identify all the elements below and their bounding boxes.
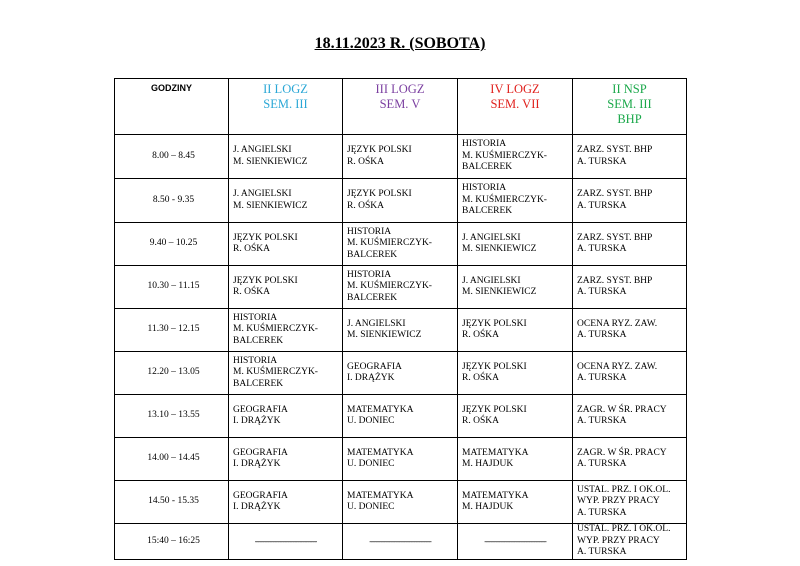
lesson-line: A. TURSKA — [577, 507, 627, 518]
lesson-line: GEOGRAFIA — [347, 361, 402, 372]
lesson-line: I. DRĄŻYK — [233, 416, 281, 426]
time-slot: 14.00 – 14.45 — [115, 438, 229, 481]
lesson-line: MATEMATYKA — [462, 490, 529, 501]
lesson-line: HISTORIA — [233, 312, 278, 323]
group-header-line2: SEM. VII — [490, 97, 540, 111]
header-row — [115, 79, 687, 135]
lesson-line: JĘZYK POLSKI — [462, 404, 527, 415]
lesson-line: JĘZYK POLSKI — [233, 232, 298, 243]
lesson-line: M. KUŚMIERCZYK- — [462, 194, 547, 205]
lesson-line: ZARZ. SYST. BHP — [577, 232, 653, 243]
table-row — [115, 352, 687, 395]
lesson-line: MATEMATYKA — [347, 404, 414, 415]
table-row — [115, 135, 687, 179]
table-row — [115, 309, 687, 352]
lesson-line: R. OŚKA — [347, 200, 384, 211]
lesson-line: R. OŚKA — [462, 416, 499, 426]
lesson-line: J. ANGIELSKI — [233, 145, 292, 155]
lesson-cell — [573, 524, 687, 560]
lesson-line: A. TURSKA — [577, 547, 627, 558]
lesson-line: A. TURSKA — [577, 459, 627, 469]
lesson-line: OCENA RYZ. ZAW. — [577, 361, 658, 372]
lesson-line: USTAL. PRZ. I OK.OL. — [577, 524, 671, 535]
lesson-line: JĘZYK POLSKI — [462, 318, 527, 329]
lesson-line: U. DONIEC — [347, 502, 395, 512]
header-godziny — [115, 79, 229, 135]
group-header-line2: SEM. III — [607, 97, 652, 111]
lesson-line: A. TURSKA — [577, 200, 627, 211]
lesson-line: A. TURSKA — [577, 156, 627, 167]
lesson-line: BALCEREK — [347, 292, 398, 303]
lesson-line: M. SIENKIEWICZ — [347, 330, 422, 340]
time-slot: 13.10 – 13.55 — [115, 395, 229, 438]
time-slot: 11.30 – 12.15 — [115, 309, 229, 352]
lesson-cell — [229, 395, 343, 438]
table-row — [115, 266, 687, 309]
table-row — [115, 481, 687, 524]
lesson-line: A. TURSKA — [577, 416, 627, 426]
lesson-line: BALCEREK — [462, 206, 513, 217]
lesson-line: JĘZYK POLSKI — [233, 275, 298, 286]
lesson-cell — [229, 179, 343, 223]
lesson-line: MATEMATYKA — [347, 447, 414, 458]
lesson-line: R. OŚKA — [233, 287, 270, 297]
lesson-line: U. DONIEC — [347, 459, 395, 469]
lesson-line: HISTORIA — [462, 139, 507, 150]
header-group-2 — [343, 79, 458, 135]
lesson-line: HISTORIA — [347, 269, 392, 280]
lesson-cell — [343, 524, 458, 560]
lesson-cell — [343, 135, 458, 179]
lesson-line: ZAGR. W ŚR. PRACY — [577, 447, 667, 458]
lesson-line: I. DRĄŻYK — [233, 459, 281, 469]
time-slot: 8.50 - 9.35 — [115, 179, 229, 223]
lesson-line: GEOGRAFIA — [233, 447, 288, 458]
lesson-cell — [343, 352, 458, 395]
lesson-line: MATEMATYKA — [462, 447, 529, 458]
lesson-line: ZARZ. SYST. BHP — [577, 145, 653, 155]
lesson-line: BALCEREK — [233, 335, 284, 346]
lesson-cell — [573, 395, 687, 438]
table-row — [115, 179, 687, 223]
lesson-line: GEOGRAFIA — [233, 490, 288, 501]
lesson-cell — [458, 395, 573, 438]
group-header-line1: II LOGZ — [263, 82, 308, 96]
lesson-cell — [229, 352, 343, 395]
lesson-line: M. KUŚMIERCZYK- — [462, 150, 547, 161]
time-slot: 12.20 – 13.05 — [115, 352, 229, 395]
group-header-line1: IV LOGZ — [490, 82, 540, 96]
godziny-label: GODZINY — [150, 83, 192, 93]
lesson-line: OCENA RYZ. ZAW. — [577, 318, 658, 329]
lesson-cell — [229, 266, 343, 309]
lesson-line: WYP. PRZY PRACY — [577, 535, 660, 546]
lesson-line: JĘZYK POLSKI — [462, 361, 527, 372]
lesson-line: M. SIENKIEWICZ — [233, 156, 308, 167]
lesson-line: M. KUŚMIERCZYK- — [347, 238, 432, 249]
lesson-cell — [458, 223, 573, 266]
lesson-line: R. OŚKA — [347, 156, 384, 167]
lesson-line: M. HAJDUK — [462, 502, 514, 512]
lesson-cell — [573, 135, 687, 179]
header-group-1 — [229, 79, 343, 135]
lesson-cell — [343, 395, 458, 438]
lesson-line: MATEMATYKA — [347, 490, 414, 501]
lesson-line: BALCEREK — [462, 162, 513, 173]
empty-slot-line: ------------------------------------- — [369, 536, 431, 546]
lesson-line: JĘZYK POLSKI — [347, 145, 412, 155]
time-slot: 10.30 – 11.15 — [115, 266, 229, 309]
group-header-line2: SEM. III — [263, 97, 308, 111]
lesson-line: BALCEREK — [347, 249, 398, 260]
lesson-cell — [573, 266, 687, 309]
lesson-line: J. ANGIELSKI — [462, 232, 521, 243]
lesson-line: A. TURSKA — [577, 330, 627, 340]
table-row — [115, 223, 687, 266]
schedule-table — [114, 78, 687, 560]
lesson-cell — [343, 266, 458, 309]
lesson-cell — [458, 266, 573, 309]
lesson-cell — [573, 352, 687, 395]
lesson-line: I. DRĄŻYK — [233, 502, 281, 512]
lesson-line: M. SIENKIEWICZ — [462, 244, 537, 254]
lesson-cell — [229, 309, 343, 352]
lesson-cell — [458, 352, 573, 395]
group-header-line1: II NSP — [612, 82, 647, 96]
lesson-line: ZAGR. W ŚR. PRACY — [577, 404, 667, 415]
group-header-line1: III LOGZ — [375, 82, 425, 96]
time-slot: 15:40 – 16:25 — [115, 524, 229, 560]
lesson-cell — [229, 524, 343, 560]
lesson-line: A. TURSKA — [577, 287, 627, 297]
group-header-line2: SEM. V — [379, 97, 421, 111]
table-row — [115, 438, 687, 481]
lesson-cell — [573, 223, 687, 266]
lesson-line: J. ANGIELSKI — [347, 318, 406, 329]
page-title: 18.11.2023 R. (SOBOTA) — [314, 35, 486, 52]
lesson-cell — [573, 438, 687, 481]
lesson-cell — [229, 135, 343, 179]
header-group-3 — [458, 79, 573, 135]
lesson-cell — [343, 223, 458, 266]
lesson-line: GEOGRAFIA — [233, 404, 288, 415]
lesson-line: M. KUŚMIERCZYK- — [233, 367, 318, 378]
lesson-line: M. SIENKIEWICZ — [233, 200, 308, 211]
lesson-line: HISTORIA — [347, 226, 392, 237]
lesson-line: M. KUŚMIERCZYK- — [347, 281, 432, 292]
lesson-line: J. ANGIELSKI — [462, 275, 521, 286]
lesson-cell — [229, 223, 343, 266]
lesson-cell — [573, 309, 687, 352]
lesson-cell — [458, 309, 573, 352]
lesson-cell — [573, 481, 687, 524]
table-row — [115, 524, 687, 560]
lesson-line: M. SIENKIEWICZ — [462, 287, 537, 297]
lesson-cell — [229, 481, 343, 524]
lesson-line: U. DONIEC — [347, 416, 395, 426]
lesson-cell — [343, 179, 458, 223]
time-slot: 8.00 – 8.45 — [115, 135, 229, 179]
header-group-4 — [573, 79, 687, 135]
lesson-line: HISTORIA — [233, 355, 278, 366]
lesson-line: R. OŚKA — [462, 330, 499, 340]
group-header-line3: BHP — [617, 112, 642, 126]
lesson-cell — [458, 481, 573, 524]
time-slot: 14.50 - 15.35 — [115, 481, 229, 524]
table-row — [115, 395, 687, 438]
lesson-line: WYP. PRZY PRACY — [577, 496, 660, 507]
lesson-cell — [573, 179, 687, 223]
time-slot: 9.40 – 10.25 — [115, 223, 229, 266]
lesson-line: HISTORIA — [462, 183, 507, 194]
lesson-line: M. KUŚMIERCZYK- — [233, 324, 318, 335]
lesson-cell — [343, 481, 458, 524]
lesson-line: R. OŚKA — [462, 373, 499, 383]
lesson-cell — [458, 135, 573, 179]
lesson-cell — [458, 524, 573, 560]
lesson-line: BALCEREK — [233, 378, 284, 389]
lesson-line: J. ANGIELSKI — [233, 189, 292, 199]
lesson-line: I. DRĄŻYK — [347, 373, 395, 383]
lesson-cell — [458, 438, 573, 481]
lesson-line: A. TURSKA — [577, 373, 627, 383]
lesson-line: M. HAJDUK — [462, 459, 514, 469]
empty-slot-line: ------------------------------------- — [484, 536, 546, 546]
lesson-line: USTAL. PRZ. I OK.OL. — [577, 484, 671, 495]
lesson-cell — [458, 179, 573, 223]
lesson-line: JĘZYK POLSKI — [347, 189, 412, 199]
lesson-line: A. TURSKA — [577, 244, 627, 254]
lesson-cell — [343, 309, 458, 352]
lesson-line: ZARZ. SYST. BHP — [577, 275, 653, 286]
lesson-line: R. OŚKA — [233, 244, 270, 254]
lesson-cell — [229, 438, 343, 481]
lesson-line: ZARZ. SYST. BHP — [577, 189, 653, 199]
lesson-cell — [343, 438, 458, 481]
empty-slot-line: ------------------------------------- — [254, 536, 317, 546]
